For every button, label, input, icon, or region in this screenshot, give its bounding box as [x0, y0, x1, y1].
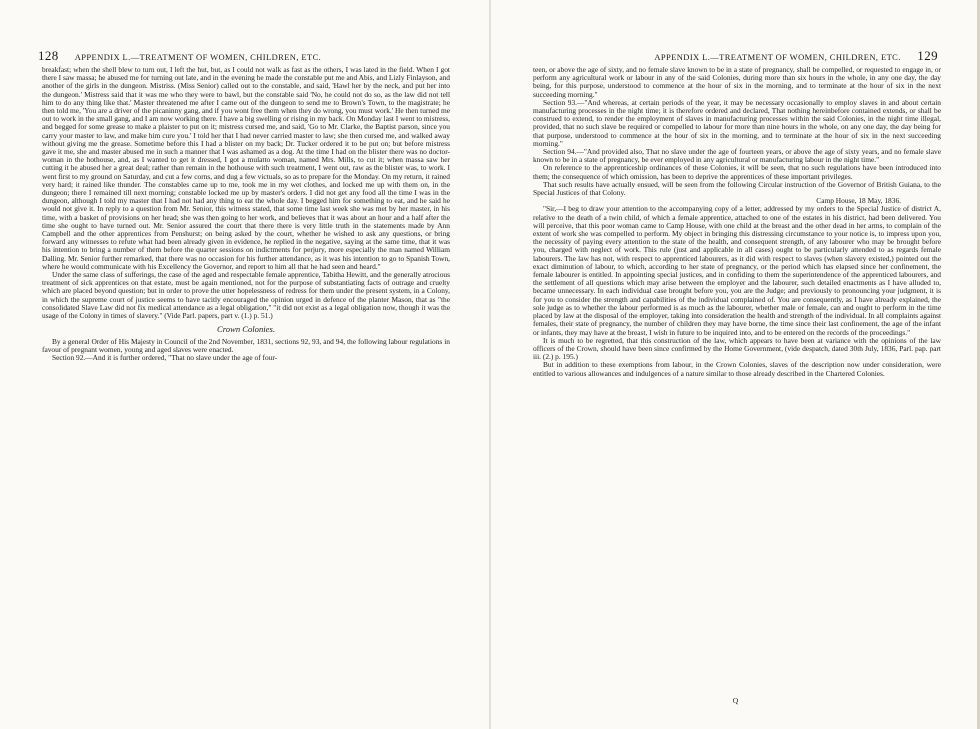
signature-mark: Q	[732, 696, 739, 705]
left-page-body	[42, 66, 450, 664]
right-paragraph-5: That such results have actually ensued, will be seen from the following Circular instruction of the Governor of British Guiana, to the Special Justices of that Colony.	[533, 179, 941, 198]
right-paragraph-3: Section 94.—"And provided also, That no slave under the age of fourteen years, or above the age of sixty years, and no female slave known to be in a state of pregnancy, be ever employed in any agricultural or manufacturing labour in the night time."	[533, 147, 941, 165]
left-paragraph-1: breakfast; when the shell blew to turn out, I left the hut, but, as I could not walk as fast as the others, I was lated in the field. When I got there I saw massa; he abused me for turning out late, and in the evening he made the constable put me and Abis, and Lizly Finlayson, and another of the girls in the dungeon. Mistriss. (Miss Senior) called out to the constable, and said, 'Hawl her by the neck, and put her into the dungeon.' Mistress said that it was me who they were to bawl, but the constable said 'No, he could not do so, as the law did not tell him to do any thing like that.' Master threatened me after I came out of the dungeon to send me to Brown's Town, to the magistrate; he then told me, 'You are a driver of the picaninny gang, and if you wont free them when they do wrong, you must work.' He then turned me out to work in the small gang, and I am now working there. I have a big swelling or rising in my back. On Monday last I went to mistress, and begged for some grease to make a plaister to put on it; mistress cursed me, and said, 'Go to Mr. Clarke, the Baptist parson, since you carry your master to law, and make him cure you.' I told her that I had never carried master to law; she then cursed me, and walked away without giving me the grease. Sometime before this I had a blister on my back; Dr. Tucker ordered it to be put on; but before mistress gave it me, she and master abused me in such a manner that I was ashamed as a dog. At the time I had on the blister there was no doctor-woman in the hothouse, and, as I wanted to get it dressed, I got a mulatto woman, named Mrs. Mills, to cut it; when massa saw her cutting it he abused her a great deal; rather than remain in the hothouse with such treatment, I went out, raw as the blister was, to work. I went first to my ground on Saturday, and cut a few corns, and dug a few victuals, so as to prepare for the Monday. On my return, it rained very hard; it rained like thunder. The constables came up to me, took me in my wet clothes, and locked me up with them on, in the dungeon; there I remained till next morning; constable locked me up by master's orders. I did not get any food all the time I was in the dungeon, although I told my master that I had not had any thing to eat the whole day. I begged him for something to eat, and he said he would not give it. In reply to a question from Mr. Senior, this witness stated, that some time last week she was met by her master, in his time, with a basket of provisions on her head; she was then going to her work, and believes that it was about an hour and a half after the time she ought to have turned out. Mr. Senior assured the court that there there is very little truth in the statements made by Ann Campbell and the other apprentices from Penshurst; on being asked by the court, whether he wished to ask any questions, or bring forward any witnesses to refute what had been already given in evidence, he replied in the negative, saying at the same time, that it was his intention to bring a number of them before the quarter sessions on indictments for perjury, more especially the man named William Dalling. Mr. Senior further remarked, that there was no occasion for his further attendance, as it was his intention to go to Spanish Town, where he would communicate with his Excellency the Governor, and report to him all that he had seen and heard."	[42, 66, 450, 271]
right-paragraph-8: But in addition to these exemptions from labour, in the Crown Colonies, slaves of the description now under consideration, were entitled to various allowances and indulgences of a nature similar to those already described in the Chartered Colonies.	[533, 360, 941, 378]
letter-dateline: Camp House, 18 May, 1836.	[816, 196, 901, 206]
right-paragraph-6: "Sir,—I beg to draw your attention to the accompanying copy of a letter, addressed by my orders to the Special Justice of district A, relative to the death of a twin child, of which a female apprentice, attached to one of the estates in his district, had been delivered. You will perceive, that this poor woman came to Camp House, with one child at the breast and the other dead in her arms, to complain of the extent of work she was compelled to perform. My object in bringing this distressing circumstance to your notice is, to impress upon you, the necessity of paying every attention to the state of the health, and consequent strength, of any labourer who may be brought before you, charged with neglect of work. This rule (just and applicable in all cases) ought to be particularly attended to as regards female labourers. The law has not, with respect to apprenticed labourers, as it did with respect to slaves (when slavery existed,) pointed out the exact diminution of labour, to which, according to her state of pregnancy, or the period which has elapsed since her confinement, the female labourer is entitled. In appointing special justices, and in confiding to them the superintendence of the apprenticed labourers, and the settlement of all questions which may arise between the employer and the labourer, such detailed enactments as I have alluded to, became unnecessary. In each individual case brought before you, you are the Judge; and previously to pronouncing your judgment, it is for you to consider the strength and capabilities of the individual complained of. You are consequently, as I have already explained, the sole judge as to whether the labour performed is as much as the labourer, whether male or female, can and ought to perform in the time placed by law at the disposal of the employer, taking into consideration the health and strength of the individual. In all complaints against females, their state of pregnancy, the number of children they may have borne, the time since their last confinement, the age of the infant or infants, they may have at the breast, I wish in future to be inquired into, and to be entered on the records of the proceedings."	[533, 204, 941, 337]
right-page-body	[533, 66, 941, 686]
left-paragraph-2: Under the same class of sufferings, the case of the aged and respectable female apprentice, Tabitha Hewitt, and the generally atrocious treatment of sick apprentices on that estate, must be again mentioned, not for the purpose of substantiating facts of outrage and cruelty which are placed beyond question; but in order to prove the utter hopelessness of redress for them under the present system, in a Colony, in which the supreme court of justice seems to have tacitly encouraged the opinion urged in defence of the planter Mason, that as "the consolidated Slave Law did not fix medical attendance as a legal obligation," "it did not exist as a legal obligation now, though it was the usage of the Colony in times of slavery." (Vide Parl. papers, part v. (1.) p. 51.)	[42, 270, 450, 321]
right-paragraph-2: Section 93.—"And whereas, at certain periods of the year, it may be necessary occasionally to employ slaves in and about certain manufacturing processes in the night time; it is therefore ordered and declared, That nothing hereinbefore contained extends, or shall be construed to extend, to render the employment of slaves in manufacturing processes within the said Colonies, in the night time illegal, provided, that no such slave be required or compelled to labour for more than nine hours in the whole, on any one day, the day being for that purpose, understood to commence at the hour of six in the morning, and to terminate at the hour of six in the next succeeding morning."	[533, 97, 941, 148]
right-paragraph-7: It is much to be regretted, that this construction of the law, which appears to have been at variance with the opinions of the law officers of the Crown, should have been since confirmed by the Home Government, (vide despatch, dated 30th July, 1836, Parl. pap. part iii. (2.) p. 195.)	[533, 335, 941, 362]
left-running-head: APPENDIX L.—TREATMENT OF WOMEN, CHILDREN, ETC.	[74, 52, 322, 62]
right-page	[491, 0, 980, 729]
right-running-head: APPENDIX L.—TREATMENT OF WOMEN, CHILDREN, ETC.	[654, 52, 901, 62]
left-paragraph-3: By a general Order of His Majesty in Council of the 2nd November, 1831, sections 92, 93, and 94, the following labour regulations in favour of pregnant women, young and aged slaves were enacted.	[42, 336, 450, 354]
section-title-crown-colonies: Crown Colonies.	[217, 324, 275, 335]
right-page-number: 129	[917, 48, 938, 63]
right-page-header	[555, 48, 938, 64]
right-paragraph-4: On reference to the apprenticeship ordinances of these Colonies, it will be seen, that no such regulations have been introduced into them; the consequence of which omission, has been to deprive the apprentices of these important privileges.	[533, 163, 941, 181]
left-page-header	[38, 48, 429, 64]
left-page-number: 128	[38, 48, 59, 63]
right-paragraph-1: teen, or above the age of sixty, and no female slave known to be in a state of pregnancy, shall be compelled, or requested to engage in, or perform any agricultural work or labour in any of the said Colonies, during more than six hours in the whole, in any one day, the day being, for this purpose, understood to commence at the hour of six in the morning, and to terminate at the hour of six in the next succeeding morning."	[533, 66, 941, 99]
left-paragraph-4: Section 92.—And it is further ordered, "That no slave under the age of four-	[52, 352, 278, 362]
left-page	[0, 0, 489, 729]
